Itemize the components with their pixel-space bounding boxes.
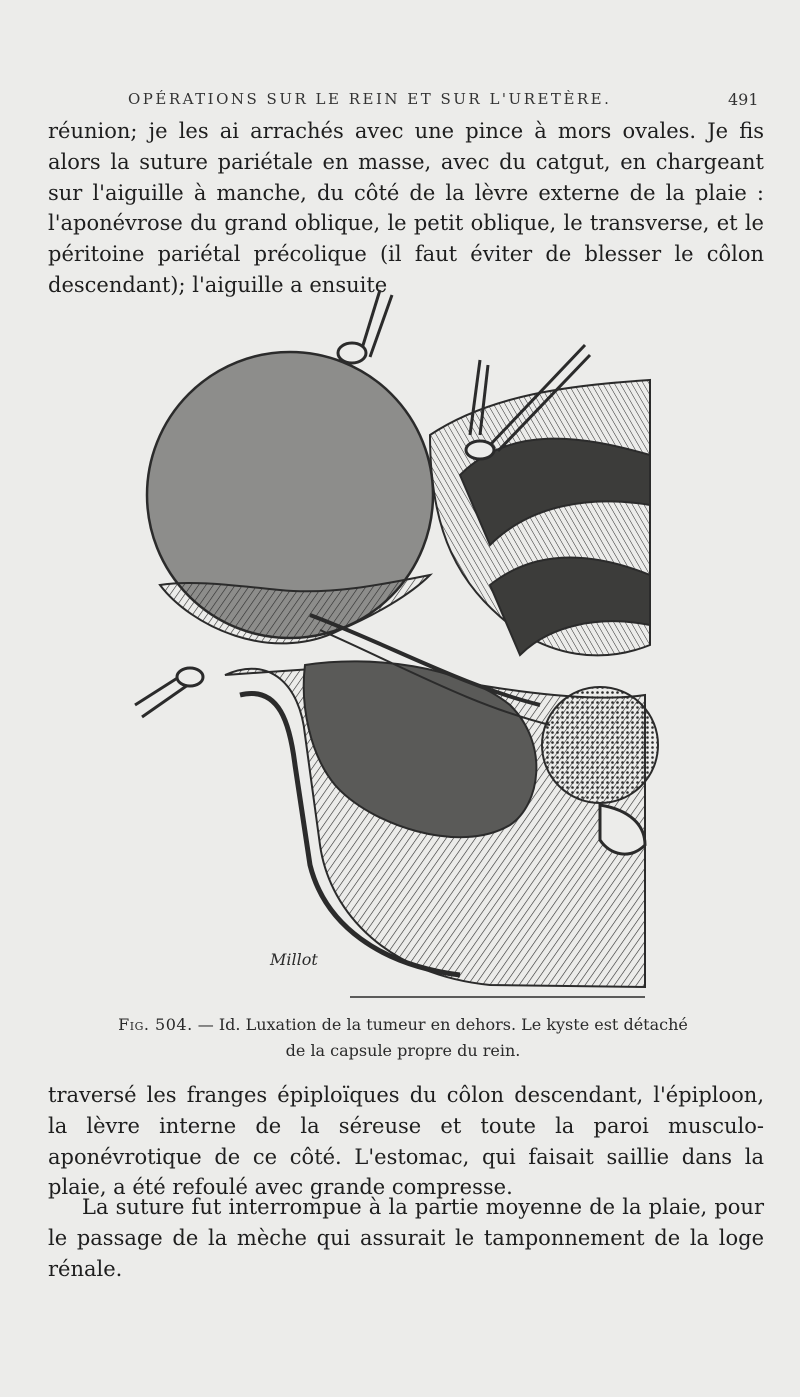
page-number: 491 — [728, 90, 759, 109]
figure-illustration — [130, 285, 660, 1005]
figure-caption-text: — Id. Luxation de la tumeur en dehors. Le kyste est détaché de la capsule propre du rein. — [197, 1015, 688, 1060]
engraver-signature: Millot — [270, 950, 318, 969]
paragraph-top: réunion; je les ai arrachés avec une pince à mors ovales. Je fis alors la suture pariétale en masse, avec du catgut, en chargeant sur l'aiguille à manche, du côté de la lèvre externe de la plaie : l'aponévrose du grand oblique, le petit oblique, le transverse, et le péritoine pariétal précolique (il faut éviter de blesser le côlon descendant); l'aiguille a ensuite — [48, 119, 764, 297]
figure-label: Fig. 504. — [118, 1015, 193, 1034]
forceps-top — [338, 290, 392, 363]
vertebral-body — [542, 687, 658, 803]
anatomical-figure — [130, 285, 660, 1005]
paragraph-last: La suture fut interrompue à la partie moyenne de la plaie, pour le passage de la mèche qui assurait le tamponnement de la loge rénale. — [48, 1195, 764, 1281]
paragraph-after-figure: traversé les franges épiploïques du côlon descendant, l'épiploon, la lèvre interne de la séreuse et toute la paroi musculo-aponévrotique de ce côté. L'estomac, qui faisait saillie dans la plaie, a été refoulé avec grande compresse. — [48, 1083, 764, 1200]
running-header: OPÉRATIONS SUR LE REIN ET SUR L'URETÈRE. — [128, 90, 612, 108]
figure-caption — [118, 1012, 688, 1064]
forceps-left — [135, 668, 203, 717]
